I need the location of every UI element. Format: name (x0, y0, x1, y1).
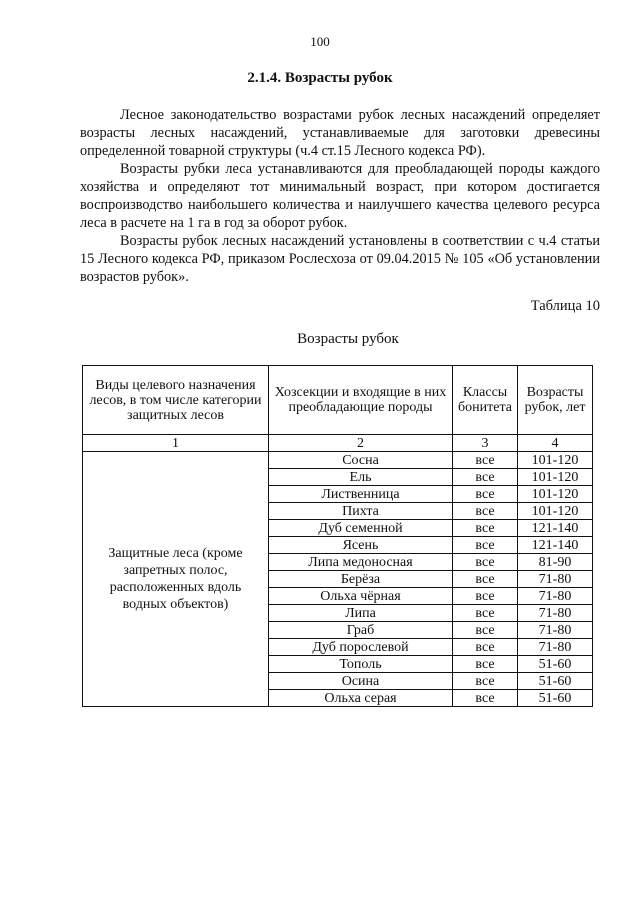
cutting-age-cell: 51-60 (518, 690, 593, 707)
species-cell: Дуб семенной (269, 520, 453, 537)
column-number: 1 (83, 435, 269, 452)
cutting-age-cell: 101-120 (518, 452, 593, 469)
site-class-cell: все (453, 503, 518, 520)
cutting-age-cell: 71-80 (518, 588, 593, 605)
forest-purpose-cell: Защитные леса (кроме запретных полос, расположенных вдоль водных объектов) (83, 452, 269, 707)
species-cell: Ясень (269, 537, 453, 554)
cutting-age-cell: 121-140 (518, 520, 593, 537)
species-cell: Пихта (269, 503, 453, 520)
cutting-age-cell: 101-120 (518, 469, 593, 486)
header-species: Хозсекции и входящие в них преобладающие породы (269, 366, 453, 435)
cutting-age-cell: 101-120 (518, 486, 593, 503)
section-title: 2.1.4. Возрасты рубок (247, 70, 393, 86)
header-cutting-age: Возрасты рубок, лет (518, 366, 593, 435)
cutting-age-cell: 51-60 (518, 656, 593, 673)
table-header-row (83, 366, 593, 435)
site-class-cell: все (453, 673, 518, 690)
column-number: 4 (518, 435, 593, 452)
column-number-row (83, 435, 593, 452)
site-class-cell: все (453, 656, 518, 673)
site-class-cell: все (453, 690, 518, 707)
species-cell: Сосна (269, 452, 453, 469)
header-forest-purpose: Виды целевого назначения лесов, в том числе категории защитных лесов (83, 366, 269, 435)
cutting-age-cell: 81-90 (518, 554, 593, 571)
table-label: Таблица 10 (530, 298, 600, 314)
cutting-age-cell: 71-80 (518, 605, 593, 622)
species-cell: Липа медоносная (269, 554, 453, 571)
column-number: 3 (453, 435, 518, 452)
cutting-age-cell: 121-140 (518, 537, 593, 554)
site-class-cell: все (453, 622, 518, 639)
cutting-age-cell: 71-80 (518, 622, 593, 639)
species-cell: Осина (269, 673, 453, 690)
site-class-cell: все (453, 605, 518, 622)
species-cell: Ольха чёрная (269, 588, 453, 605)
cutting-age-cell: 71-80 (518, 571, 593, 588)
species-cell: Ольха серая (269, 690, 453, 707)
site-class-cell: все (453, 469, 518, 486)
cutting-age-cell: 51-60 (518, 673, 593, 690)
site-class-cell: все (453, 537, 518, 554)
cutting-age-cell: 71-80 (518, 639, 593, 656)
table-row (83, 452, 593, 469)
page-number: 100 (310, 34, 330, 49)
site-class-cell: все (453, 486, 518, 503)
site-class-cell: все (453, 571, 518, 588)
header-site-class: Классы бонитета (453, 366, 518, 435)
species-cell: Липа (269, 605, 453, 622)
column-number: 2 (269, 435, 453, 452)
species-cell: Ель (269, 469, 453, 486)
site-class-cell: все (453, 520, 518, 537)
species-cell: Лиственница (269, 486, 453, 503)
species-cell: Тополь (269, 656, 453, 673)
species-cell: Дуб порослевой (269, 639, 453, 656)
site-class-cell: все (453, 554, 518, 571)
site-class-cell: все (453, 452, 518, 469)
paragraph-3: Возрасты рубок лесных насаждений установлены в соответствии с ч.4 статьи 15 Лесного кодекса РФ, приказом Рослесхоза от 09.04.2015 № 105 «Об установлении возрастов рубок». (80, 233, 600, 285)
site-class-cell: все (453, 588, 518, 605)
table-title: Возрасты рубок (297, 331, 399, 347)
cutting-ages-table (82, 365, 593, 707)
site-class-cell: все (453, 639, 518, 656)
species-cell: Граб (269, 622, 453, 639)
species-cell: Берёза (269, 571, 453, 588)
paragraph-1: Лесное законодательство возрастами рубок лесных насаждений определяет возрасты лесных насаждений, устанавливаемые для заготовки древесины определенной товарной структуры (ч.4 ст.15 Лесного кодекса РФ). (80, 107, 600, 159)
cutting-age-cell: 101-120 (518, 503, 593, 520)
paragraph-2: Возрасты рубки леса устанавливаются для преобладающей породы каждого хозяйства и определяют тот минимальный возраст, при котором достигается воспроизводство наибольшего количества и наилучшего качества целевого ресурса леса в расчете на 1 га в год за оборот рубок. (80, 161, 600, 231)
